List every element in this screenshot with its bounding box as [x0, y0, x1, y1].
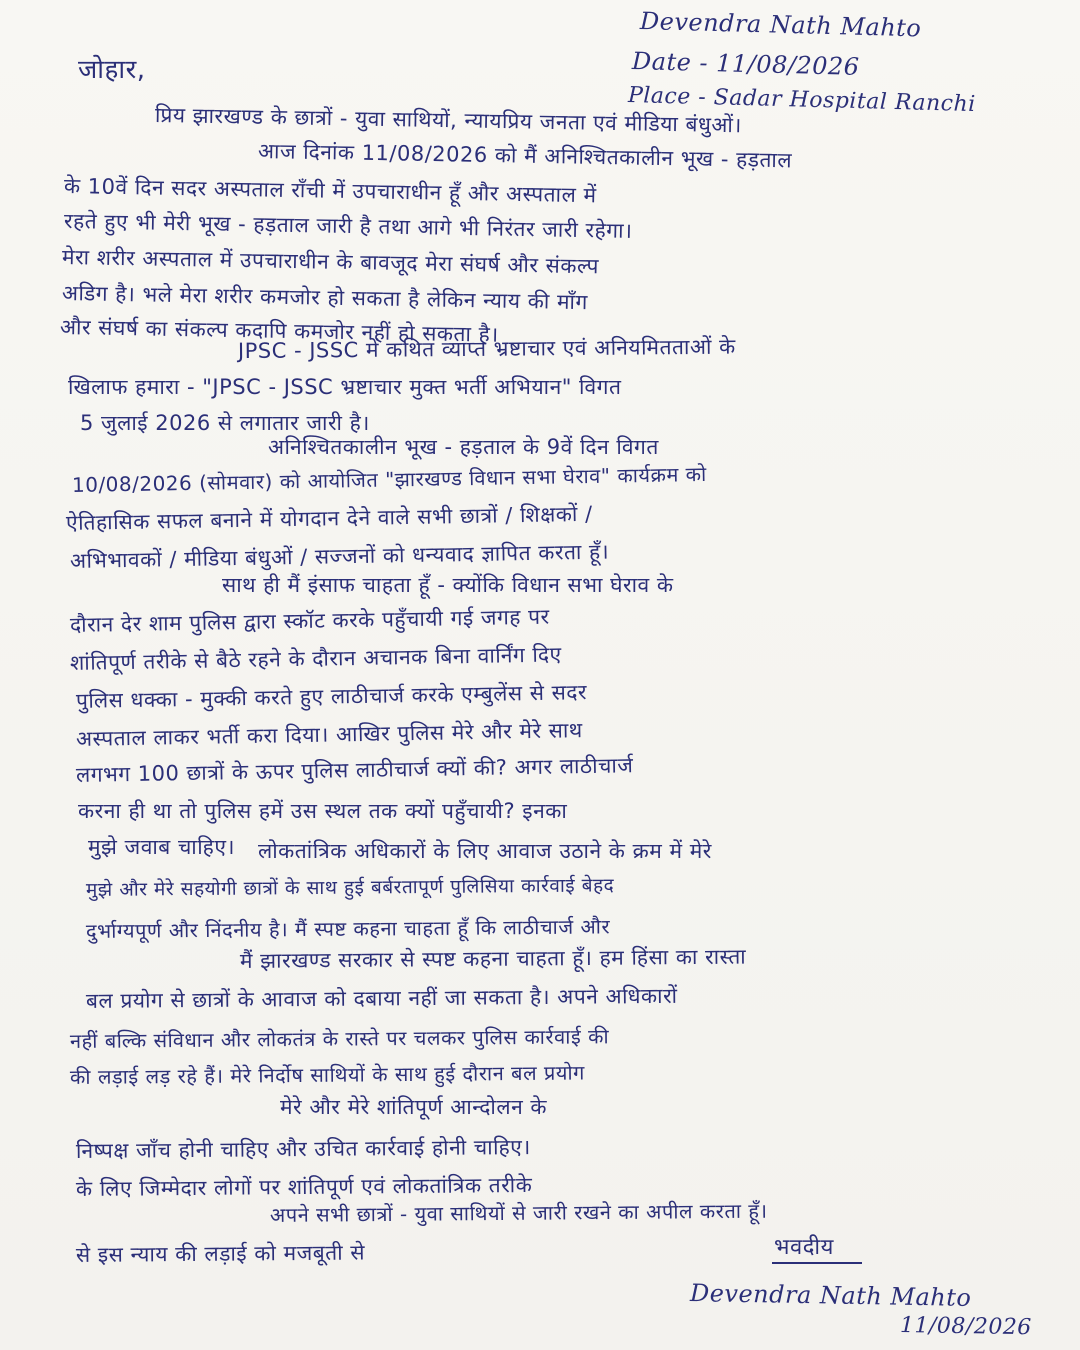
body-line: अनिश्चितकालीन भूख - हड़ताल के 9वें दिन विगत: [268, 435, 659, 459]
body-line: लोकतांत्रिक अधिकारों के लिए आवाज उठाने के क्रम में मेरे: [258, 839, 712, 863]
body-line: अपने सभी छात्रों - युवा साथियों से जारी रखने का अपील करता हूँ।: [269, 1198, 768, 1227]
body-line: निष्पक्ष जाँच होनी चाहिए और उचित कार्रवाई होनी चाहिए।: [75, 1135, 531, 1163]
header-name: Devendra Nath Mahto: [639, 7, 922, 43]
body-line: से इस न्याय की लड़ाई को मजबूती से: [75, 1240, 366, 1267]
body-line: नहीं बल्कि संविधान और लोकतंत्र के रास्ते पर चलकर पुलिस कार्रवाई की: [69, 1024, 610, 1053]
body-line: 10/08/2026 (सोमवार) को आयोजित "झारखण्ड विधान सभा घेराव" कार्यक्रम को: [71, 461, 707, 497]
header-date: Date - 11/08/2026: [631, 47, 860, 81]
body-line: प्रिय झारखण्ड के छात्रों - युवा साथियों, न्यायप्रिय जनता एवं मीडिया बंधुओं।: [154, 103, 743, 138]
body-line: पुलिस धक्का - मुक्की करते हुए लाठीचार्ज करके एम्बुलेंस से सदर: [75, 680, 588, 713]
salutation-underline: [772, 1262, 862, 1264]
body-line: बल प्रयोग से छात्रों के आवाज को दबाया नहीं जा सकता है। अपने अधिकारों: [85, 983, 678, 1013]
body-line: और संघर्ष का संकल्प कदापि कमजोर नहीं हो सकता है।: [59, 315, 499, 347]
body-line: 5 जुलाई 2026 से लगातार जारी है।: [80, 411, 370, 435]
body-line: अडिग है। भले मेरा शरीर कमजोर हो सकता है लेकिन न्याय की माँग: [61, 281, 588, 315]
body-line: खिलाफ हमारा - "JPSC - JSSC भ्रष्टाचार मुक्त भर्ती अभियान" विगत: [68, 375, 622, 399]
body-line: दौरान देर शाम पुलिस द्वारा स्कॉट करके पहुँचायी गई जगह पर: [69, 604, 550, 637]
body-line: अस्पताल लाकर भर्ती करा दिया। आखिर पुलिस मेरे और मेरे साथ: [75, 718, 583, 751]
body-line: साथ ही मैं इंसाफ चाहता हूँ - क्योंकि विधान सभा घेराव के: [222, 573, 674, 597]
body-line: मेरे और मेरे शांतिपूर्ण आन्दोलन के: [280, 1095, 548, 1119]
body-line: मुझे जवाब चाहिए।: [88, 835, 235, 859]
body-line: आज दिनांक 11/08/2026 को मैं अनिश्चितकालीन भूख - हड़ताल: [257, 139, 793, 173]
greeting: जोहार,: [78, 55, 146, 85]
closing-salutation: भवदीय: [774, 1235, 834, 1260]
body-line: के लिए जिम्मेदार लोगों पर शांतिपूर्ण एवं लोकतांत्रिक तरीके: [75, 1173, 533, 1201]
closing-date: 11/08/2026: [899, 1313, 1033, 1341]
closing-name: Devendra Nath Mahto: [689, 1279, 972, 1312]
body-line: लगभग 100 छात्रों के ऊपर पुलिस लाठीचार्ज क्यों की? अगर लाठीचार्ज: [75, 753, 634, 787]
body-line: के 10वें दिन सदर अस्पताल राँची में उपचाराधीन हूँ और अस्पताल में: [63, 174, 597, 208]
body-line: मुझे और मेरे सहयोगी छात्रों के साथ हुई बर्बरतापूर्ण पुलिसिया कार्रवाई बेहद: [85, 874, 615, 901]
body-line: मैं झारखण्ड सरकार से स्पष्ट कहना चाहता हूँ। हम हिंसा का रास्ता: [239, 944, 747, 973]
body-line: करना ही था तो पुलिस हमें उस स्थल तक क्यों पहुँचायी? इनका: [78, 799, 568, 823]
body-line: शांतिपूर्ण तरीके से बैठे रहने के दौरान अचानक बिना वार्निंग दिए: [69, 642, 562, 675]
body-line: की लड़ाई लड़ रहे हैं। मेरे निर्दोष साथियों के साथ हुई दौरान बल प्रयोग: [69, 1060, 585, 1089]
body-line: रहते हुए भी मेरी भूख - हड़ताल जारी है तथा आगे भी निरंतर जारी रहेगा।: [63, 209, 633, 243]
body-line: मेरा शरीर अस्पताल में उपचाराधीन के बावजूद मेरा संघर्ष और संकल्प: [61, 245, 600, 279]
body-line: JPSC - JSSC में कथित व्याप्त भ्रष्टाचार एवं अनियमितताओं के: [237, 334, 736, 363]
header-place: Place - Sadar Hospital Ranchi: [627, 83, 977, 118]
body-line: अभिभावकों / मीडिया बंधुओं / सज्जनों को धन्यवाद ज्ञापित करता हूँ।: [69, 539, 610, 573]
body-line: ऐतिहासिक सफल बनाने में योगदान देने वाले सभी छात्रों / शिक्षकों /: [65, 501, 593, 535]
body-line: दुर्भाग्यपूर्ण और निंदनीय है। मैं स्पष्ट कहना चाहता हूँ कि लाठीचार्ज और: [85, 914, 611, 943]
